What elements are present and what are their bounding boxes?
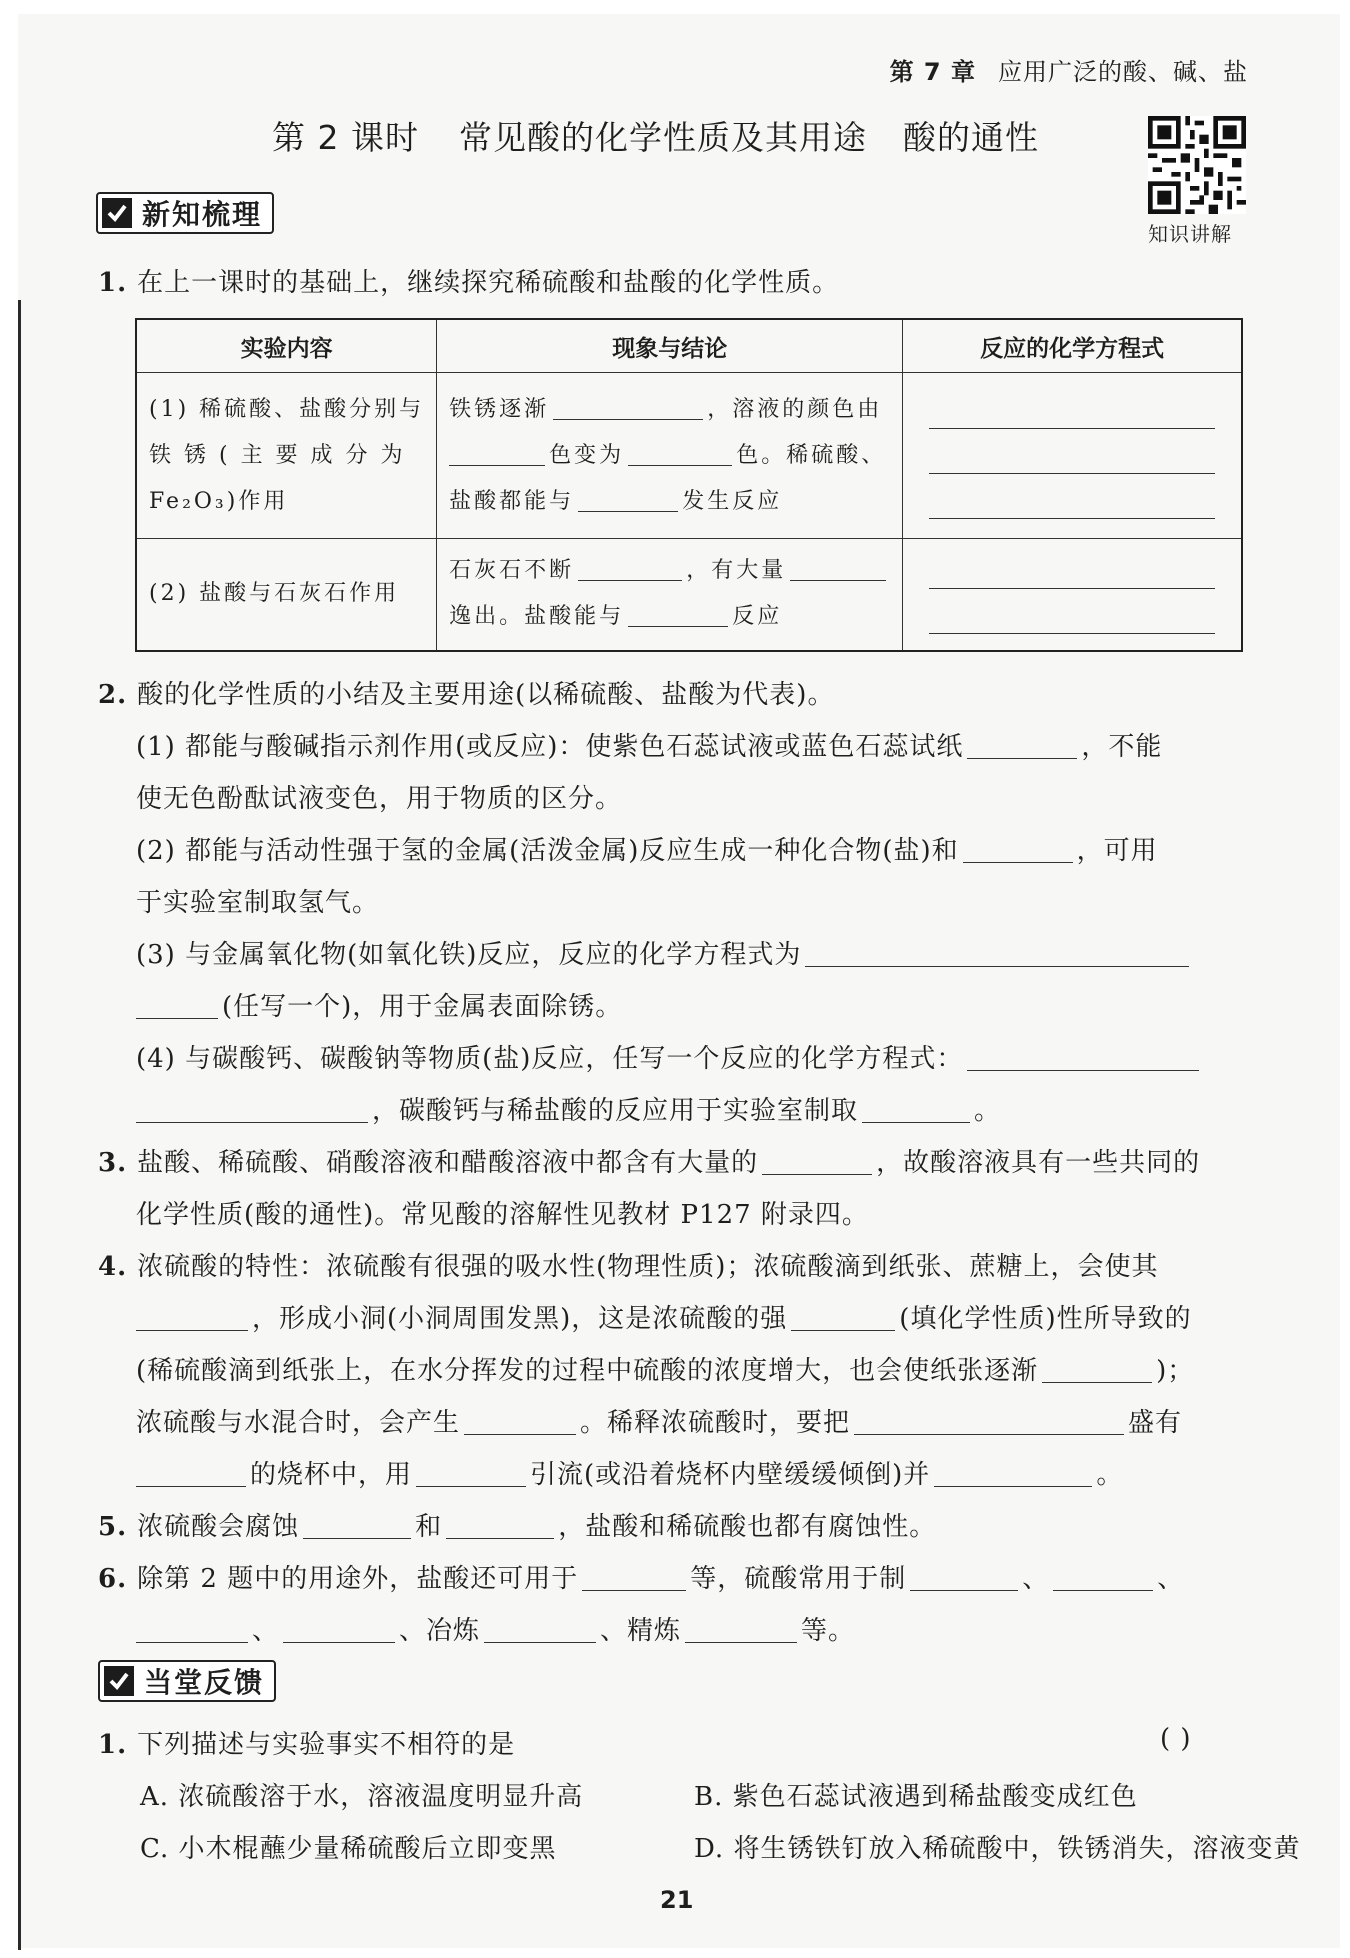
question-6: [98, 1558, 1184, 1595]
answer-blank[interactable]: [136, 1304, 248, 1331]
option-b[interactable]: B. 紫色石蕊试液遇到稀盐酸变成红色: [694, 1782, 1138, 1812]
answer-blank[interactable]: [762, 1148, 872, 1175]
chapter-header: [890, 52, 1248, 87]
question-number: 5.: [98, 1512, 128, 1542]
section-label: 新知梳理: [142, 198, 263, 231]
question-text: 、精炼: [600, 1616, 682, 1646]
lesson-topic: 常见酸的化学性质及其用途: [458, 118, 867, 157]
section-label: 当堂反馈: [144, 1666, 265, 1699]
page-sheet: [18, 14, 1340, 1948]
question-3-cont: 化学性质(酸的通性)。常见酸的溶解性见教材 P127 附录四。: [136, 1200, 869, 1230]
answer-blank[interactable]: [553, 393, 703, 420]
answer-blank[interactable]: [628, 439, 732, 466]
question-6-cont: [136, 1610, 855, 1647]
question-text: 、冶炼: [399, 1616, 481, 1646]
section-header-new-knowledge: [96, 192, 274, 234]
item-text: (任写一个)，用于金属表面除锈。: [222, 992, 623, 1022]
item-text: ，可用: [1076, 836, 1158, 866]
equation-answer-line[interactable]: [929, 544, 1215, 589]
answer-blank[interactable]: [967, 1044, 1199, 1071]
question-text: 在上一课时的基础上，继续探究稀硫酸和盐酸的化学性质。: [137, 268, 840, 298]
table-cell-equation: [903, 373, 1242, 539]
table-cell-phenomenon: [437, 539, 903, 651]
question-text: 和: [415, 1512, 443, 1542]
experiment-table: [135, 318, 1243, 652]
answer-blank[interactable]: [963, 836, 1073, 863]
question-text: ，盐酸和稀硫酸也都有腐蚀性。: [558, 1512, 937, 1542]
question-text: ，故酸溶液具有一些共同的: [876, 1148, 1201, 1178]
question-number: 3.: [98, 1148, 128, 1178]
section-header-feedback: [98, 1660, 276, 1702]
question-text: 的烧杯中，用: [250, 1460, 413, 1490]
table-header-row: [136, 319, 1242, 373]
answer-blank[interactable]: [283, 1616, 395, 1643]
chapter-title: 应用广泛的酸、碱、盐: [998, 58, 1248, 86]
cell-text: 铁锈逐渐: [449, 396, 550, 422]
answer-blank[interactable]: [967, 732, 1077, 759]
answer-blank[interactable]: [1042, 1356, 1152, 1383]
lesson-title: [272, 112, 1039, 159]
question-4: [98, 1246, 1158, 1283]
answer-blank[interactable]: [136, 992, 218, 1019]
question-text: )；: [1156, 1356, 1195, 1386]
answer-blank[interactable]: [790, 554, 886, 581]
answer-blank[interactable]: [303, 1512, 411, 1539]
cell-text: 逸出。盐酸能与: [449, 604, 625, 630]
question-2-item-3-cont: [136, 986, 622, 1023]
equation-answer-line[interactable]: [929, 589, 1215, 634]
question-2-item-4-cont: [136, 1090, 1001, 1127]
answer-blank[interactable]: [416, 1460, 526, 1487]
question-text: (填化学性质)性所导致的: [899, 1304, 1192, 1334]
question-2-item-1-cont: 使无色酚酞试液变色，用于物质的区分。: [136, 784, 623, 814]
answer-blank[interactable]: [862, 1096, 970, 1123]
question-2-item-4: [136, 1038, 1203, 1075]
question-text: 浓硫酸与水混合时，会产生: [136, 1408, 461, 1438]
answer-blank[interactable]: [628, 600, 728, 627]
table-cell-content: [136, 539, 437, 651]
equation-answer-line[interactable]: [929, 384, 1215, 429]
answer-parentheses[interactable]: ( ): [1160, 1724, 1192, 1754]
question-text: 除第 2 题中的用途外，盐酸还可用于: [137, 1564, 579, 1594]
qr-label: 知识讲解: [1148, 222, 1232, 246]
lesson-number: 第 2 课时: [272, 118, 419, 157]
equation-answer-line[interactable]: [929, 474, 1215, 519]
question-text: 浓硫酸的特性：浓硫酸有很强的吸水性(物理性质)；浓硫酸滴到纸张、蔗糖上，会使其: [137, 1252, 1159, 1282]
question-4-line-3: [136, 1350, 1194, 1387]
question-text: 。: [1096, 1460, 1124, 1490]
table-cell-equation: [903, 539, 1242, 651]
question-number: 1.: [98, 268, 128, 298]
question-text: 盛有: [1128, 1408, 1183, 1438]
question-number: 1.: [98, 1730, 128, 1760]
item-text: (3) 与金属氧化物(如氧化铁)反应，反应的化学方程式为: [136, 940, 802, 970]
answer-blank[interactable]: [578, 554, 682, 581]
column-header: 反应的化学方程式: [903, 319, 1242, 373]
question-text: 、: [1157, 1564, 1185, 1594]
question-number: 4.: [98, 1252, 128, 1282]
question-text: 盐酸、稀硫酸、硝酸溶液和醋酸溶液中都含有大量的: [137, 1148, 759, 1178]
cell-line: 铁 锈 ( 主 要 成 分 为: [149, 442, 406, 468]
answer-blank[interactable]: [934, 1460, 1092, 1487]
qr-code-icon[interactable]: [1148, 116, 1246, 214]
answer-blank[interactable]: [136, 1460, 246, 1487]
check-box-icon: [104, 1666, 134, 1696]
table-cell-phenomenon: [437, 373, 903, 539]
option-c[interactable]: C. 小木棍蘸少量稀硫酸后立即变黑: [140, 1834, 557, 1864]
question-text: 引流(或沿着烧杯内壁缓缓倾倒)并: [530, 1460, 931, 1490]
question-text: 。稀释浓硫酸时，要把: [580, 1408, 851, 1438]
question-number: 2.: [98, 680, 128, 710]
cell-text: ，有大量: [686, 558, 787, 584]
cell-text: (2) 盐酸与石灰石作用: [149, 581, 400, 607]
item-text: ，碳酸钙与稀盐酸的反应用于实验室制取: [372, 1096, 859, 1126]
option-d[interactable]: D. 将生锈铁钉放入稀硫酸中，铁锈消失，溶液变黄: [694, 1834, 1301, 1864]
cell-text: 色。稀硫酸、: [736, 442, 887, 468]
item-text: (1) 都能与酸碱指示剂作用(或反应)：使紫色石蕊试液或蓝色石蕊试纸: [136, 732, 964, 762]
item-text: (4) 与碳酸钙、碳酸钠等物质(盐)反应，任写一个反应的化学方程式：: [136, 1044, 964, 1074]
item-text: (2) 都能与活动性强于氢的金属(活泼金属)反应生成一种化合物(盐)和: [136, 836, 959, 866]
cell-line: Fe₂O₃)作用: [149, 488, 289, 514]
answer-blank[interactable]: [582, 1564, 686, 1591]
cell-text: 盐酸都能与: [449, 488, 575, 514]
option-a[interactable]: A. 浓硫酸溶于水，溶液温度明显升高: [140, 1782, 584, 1812]
question-2-item-1: [136, 726, 1162, 763]
cell-text: 反应: [732, 604, 783, 630]
answer-blank[interactable]: [136, 1096, 368, 1123]
question-number: 6.: [98, 1564, 128, 1594]
question-4-line-5: [136, 1454, 1123, 1491]
cell-text: 石灰石不断: [449, 558, 575, 584]
column-header: 实验内容: [136, 319, 437, 373]
feedback-question-1: [98, 1724, 515, 1761]
cell-line: (1) 稀硫酸、盐酸分别与: [149, 396, 425, 422]
lesson-subtopic: 酸的通性: [902, 118, 1039, 157]
question-text: (稀硫酸滴到纸张上，在水分挥发的过程中硫酸的浓度增大，也会使纸张逐渐: [136, 1356, 1039, 1386]
answer-blank[interactable]: [685, 1616, 797, 1643]
answer-blank[interactable]: [578, 485, 678, 512]
cell-text: 色变为: [549, 442, 625, 468]
column-header: 现象与结论: [437, 319, 903, 373]
answer-blank[interactable]: [1053, 1564, 1153, 1591]
question-2-item-2-cont: 于实验室制取氢气。: [136, 888, 380, 918]
answer-blank[interactable]: [791, 1304, 895, 1331]
check-box-icon: [102, 198, 132, 228]
answer-blank[interactable]: [854, 1408, 1124, 1435]
equation-answer-line[interactable]: [929, 429, 1215, 474]
answer-blank[interactable]: [449, 439, 545, 466]
question-2-item-2: [136, 830, 1158, 867]
question-2-intro: [98, 674, 834, 711]
question-4-line-4: [136, 1402, 1182, 1439]
question-text: 浓硫酸会腐蚀: [137, 1512, 300, 1542]
page-spine-shadow: [18, 300, 21, 1950]
question-text: 酸的化学性质的小结及主要用途(以稀硫酸、盐酸为代表)。: [137, 680, 835, 710]
question-text: 下列描述与实验事实不相符的是: [137, 1730, 516, 1760]
item-text: ，不能: [1081, 732, 1163, 762]
table-row: [136, 539, 1242, 651]
question-text: 等，硫酸常用于制: [690, 1564, 907, 1594]
cell-text: 发生反应: [682, 488, 783, 514]
question-3: [98, 1142, 1200, 1179]
question-text: 、: [252, 1616, 280, 1646]
answer-blank[interactable]: [446, 1512, 554, 1539]
question-text: ，形成小洞(小洞周围发黑)，这是浓硫酸的强: [252, 1304, 788, 1334]
page-number: 21: [660, 1886, 694, 1914]
answer-blank[interactable]: [484, 1616, 596, 1643]
question-text: 、: [1022, 1564, 1050, 1594]
question-4-line-2: [136, 1298, 1192, 1335]
chapter-number: 第 7 章: [889, 58, 976, 86]
answer-blank[interactable]: [805, 940, 1189, 967]
question-1-intro: [98, 262, 839, 299]
answer-blank[interactable]: [464, 1408, 576, 1435]
item-text: 。: [974, 1096, 1002, 1126]
table-row: [136, 373, 1242, 539]
cell-text: ，溶液的颜色由: [707, 396, 883, 422]
table-cell-content: [136, 373, 437, 539]
question-text: 等。: [801, 1616, 856, 1646]
answer-blank[interactable]: [910, 1564, 1018, 1591]
question-5: [98, 1506, 936, 1543]
question-2-item-3: [136, 934, 1193, 971]
answer-blank[interactable]: [136, 1616, 248, 1643]
